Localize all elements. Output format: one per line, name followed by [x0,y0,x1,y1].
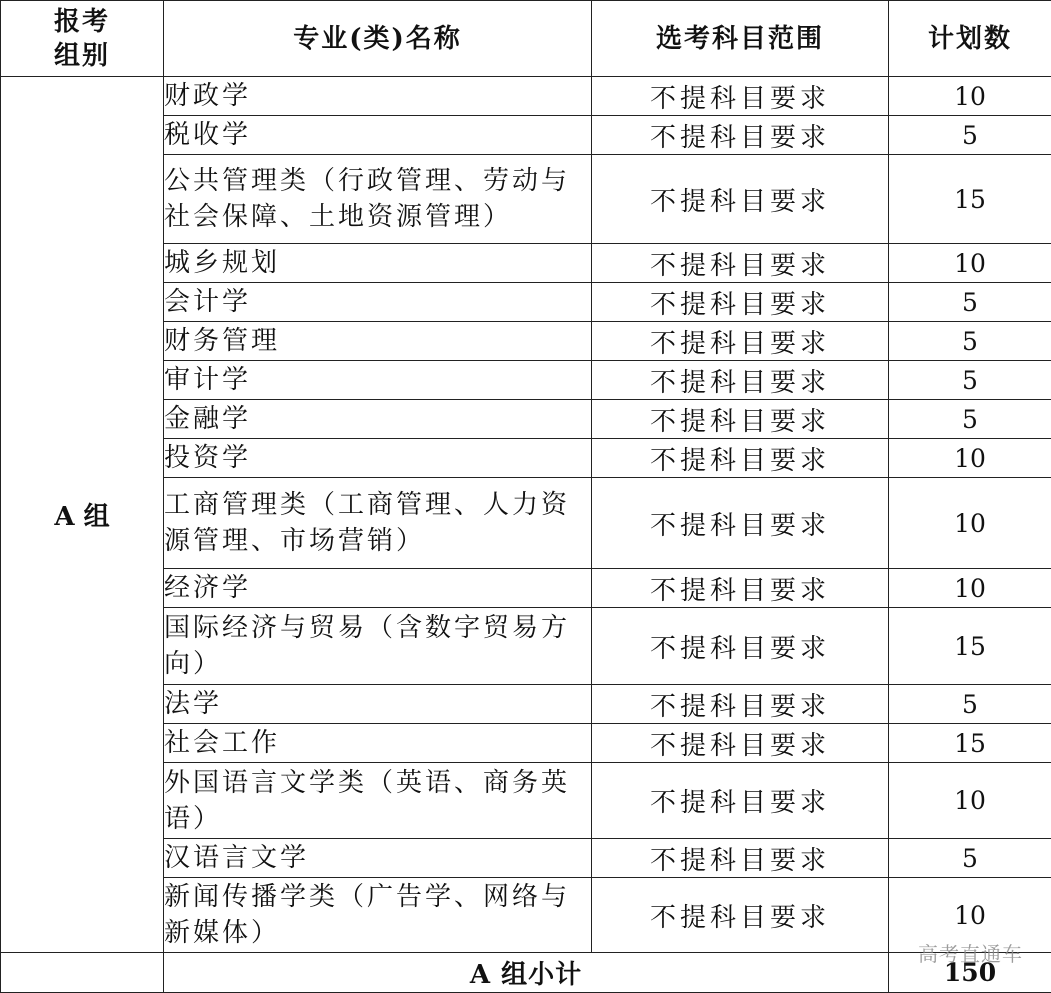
subject-requirement: 不提科目要求 [592,283,889,322]
header-group-line2: 组别 [1,39,163,73]
plan-count: 5 [889,322,1051,361]
plan-count: 5 [889,361,1051,400]
subject-requirement: 不提科目要求 [592,155,889,244]
major-name: 投资学 [164,439,592,478]
subject-requirement: 不提科目要求 [592,322,889,361]
subtotal-label: A 组小计 [164,953,889,993]
plan-count: 10 [889,478,1051,569]
plan-count: 15 [889,155,1051,244]
major-name: 国际经济与贸易（含数字贸易方向） [164,608,592,685]
plan-count: 10 [889,439,1051,478]
major-name: 城乡规划 [164,244,592,283]
major-name: 公共管理类（行政管理、劳动与社会保障、土地资源管理） [164,155,592,244]
subtotal-value: 150 [889,953,1051,993]
plan-count: 10 [889,569,1051,608]
major-name: 经济学 [164,569,592,608]
subject-requirement: 不提科目要求 [592,244,889,283]
major-name: 汉语言文学 [164,839,592,878]
group-label: A 组 [1,77,164,953]
major-name: 社会工作 [164,724,592,763]
header-row [1,1,1051,77]
major-name: 法学 [164,685,592,724]
subject-requirement: 不提科目要求 [592,763,889,839]
subject-requirement: 不提科目要求 [592,839,889,878]
major-name: 财务管理 [164,322,592,361]
header-group [1,1,164,77]
subject-requirement: 不提科目要求 [592,608,889,685]
plan-count: 5 [889,400,1051,439]
plan-count: 15 [889,608,1051,685]
plan-count: 5 [889,283,1051,322]
subject-requirement: 不提科目要求 [592,77,889,116]
subject-requirement: 不提科目要求 [592,478,889,569]
subject-requirement: 不提科目要求 [592,569,889,608]
header-subjects: 选考科目范围 [592,1,889,77]
subject-requirement: 不提科目要求 [592,116,889,155]
plan-count: 10 [889,77,1051,116]
major-name: 财政学 [164,77,592,116]
subject-requirement: 不提科目要求 [592,878,889,953]
table-row [1,77,1051,116]
plan-count: 5 [889,685,1051,724]
major-name: 新闻传播学类（广告学、网络与新媒体） [164,878,592,953]
header-count: 计划数 [889,1,1051,77]
major-name: 外国语言文学类（英语、商务英语） [164,763,592,839]
plan-count: 10 [889,244,1051,283]
major-name: 税收学 [164,116,592,155]
subject-requirement: 不提科目要求 [592,400,889,439]
subject-requirement: 不提科目要求 [592,439,889,478]
major-name: 审计学 [164,361,592,400]
subtotal-row [1,953,1051,993]
header-group-line1: 报考 [1,5,163,39]
subject-requirement: 不提科目要求 [592,724,889,763]
plan-count: 10 [889,763,1051,839]
subject-requirement: 不提科目要求 [592,685,889,724]
header-major: 专业(类)名称 [164,1,592,77]
subject-requirement: 不提科目要求 [592,361,889,400]
plan-count: 5 [889,839,1051,878]
plan-count: 5 [889,116,1051,155]
major-name: 工商管理类（工商管理、人力资源管理、市场营销） [164,478,592,569]
watermark: 高考直通车 [918,938,1023,967]
plan-count: 15 [889,724,1051,763]
major-name: 会计学 [164,283,592,322]
major-name: 金融学 [164,400,592,439]
plan-count: 10 [889,878,1051,953]
subtotal-empty-cell [1,953,164,993]
